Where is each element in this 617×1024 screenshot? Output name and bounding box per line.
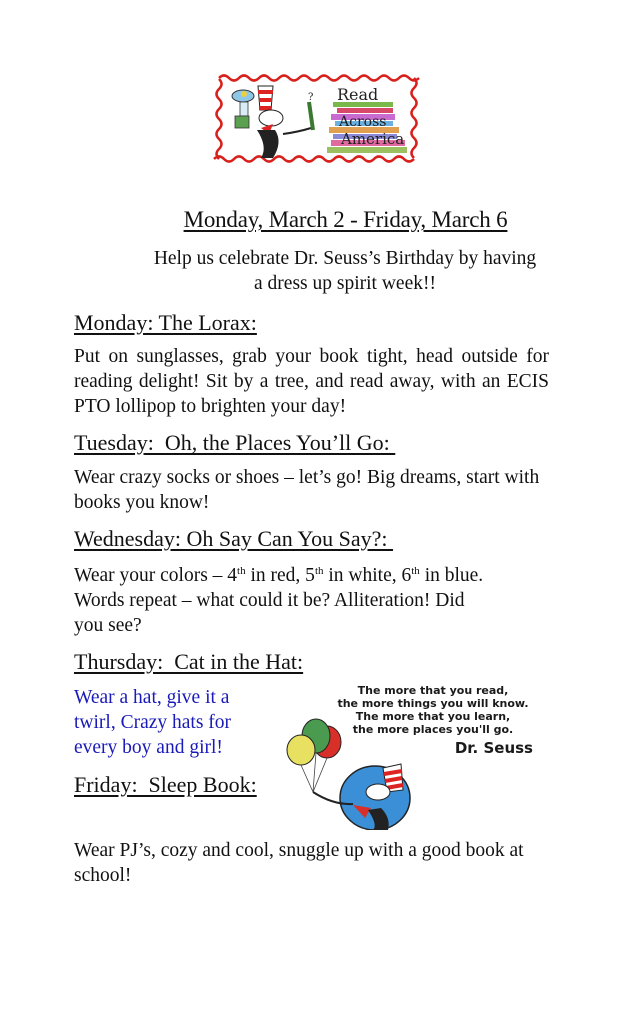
svg-text:?: ? — [308, 92, 314, 103]
dr-seuss-quote-image — [283, 680, 543, 830]
friday-heading: Friday: Sleep Book: — [74, 772, 257, 797]
wednesday-description: Wear your colors – 4th in red, 5th in white, 6th in blue. Words repeat – what could it be? Alliteration! Did you see? — [74, 565, 484, 636]
svg-text:the more places you'll go.: the more places you'll go. — [352, 723, 514, 736]
balloons-icon — [287, 719, 341, 792]
svg-text:The more that you read,: The more that you read, — [357, 684, 509, 697]
svg-text:The more that you learn,: The more that you learn, — [355, 710, 511, 723]
svg-text:Across: Across — [339, 114, 387, 130]
thursday-heading: Thursday: Cat in the Hat: — [74, 649, 304, 674]
read-across-america-logo — [213, 72, 420, 165]
svg-text:Read: Read — [337, 85, 379, 104]
thursday-description: Wear a hat, give it a twirl, Crazy hats for every boy and girl! — [74, 687, 232, 758]
monday-heading: Monday: The Lorax: — [74, 310, 257, 335]
svg-text:America: America — [341, 130, 405, 148]
event-dates-title: Monday, March 2 - Friday, March 6 — [183, 207, 508, 232]
cat-in-the-hat-icon — [232, 86, 313, 158]
wednesday-heading: Wednesday: Oh Say Can You Say?: — [74, 526, 394, 551]
tuesday-description: Wear crazy socks or shoes – let’s go! Big dreams, start with books you know! — [74, 467, 540, 513]
intro-text: Help us celebrate Dr. Seuss’s Birthday by having a dress up spirit week!! — [153, 248, 537, 294]
svg-text:the more things you will know.: the more things you will know. — [337, 697, 529, 710]
cat-in-the-hat-icon — [313, 764, 410, 830]
friday-description: Wear PJ’s, cozy and cool, snuggle up with a good book at school! — [74, 840, 524, 886]
svg-text:Dr. Seuss: Dr. Seuss — [454, 739, 533, 757]
monday-description: Put on sunglasses, grab your book tight, head outside for reading delight! Sit by a tree, and read away, with an ECIS PTO lollipop to brighten your day! — [74, 346, 549, 417]
tuesday-heading: Tuesday: Oh, the Places You’ll Go: — [74, 430, 396, 455]
